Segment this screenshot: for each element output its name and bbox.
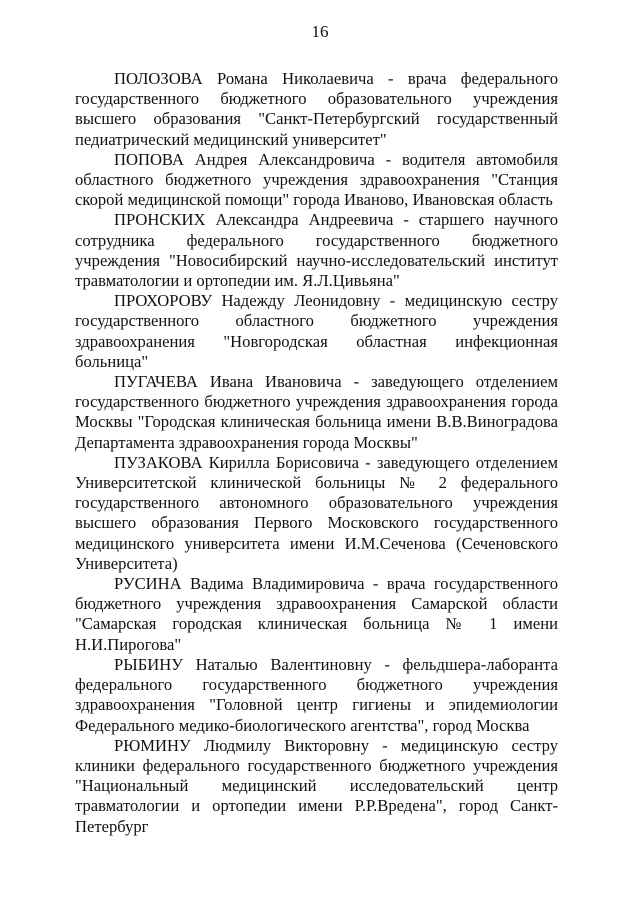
list-item: ПРОХОРОВУ Надежду Леонидовну - медицинскую сестру государственного областного бюджетного учреждения здравоохранения "Новгородская областная инфекционная больница" (75, 291, 558, 371)
list-item: ПОПОВА Андрея Александровича - водителя автомобиля областного бюджетного учреждения здравоохранения "Станция скорой медицинской помощи" города Иваново, Ивановская область (75, 149, 558, 210)
list-item: РЫБИНУ Наталью Валентиновну - фельдшера-лаборанта федерального государственного бюджетного учреждения здравоохранения "Головной центр гигиены и эпидемиологии Федерального медико-биологического агентства", город Москва (75, 654, 558, 735)
award-list (75, 69, 558, 837)
list-item: ПУГАЧЕВА Ивана Ивановича - заведующего отделением государственного бюджетного учреждения здравоохранения города Москвы "Городская клиническая больница имени В.В.Виноградова Департамента здравоохранения города Москвы" (75, 372, 558, 452)
page-number: 16 (311, 22, 329, 41)
list-item: ПУЗАКОВА Кирилла Борисовича - заведующего отделением Университетской клинической больницы № 2 федерального государственного автономного образовательного учреждения высшего образования Первого Московского государственного медицинского университета имени И.М.Сеченова (Сеченовского Университета) (75, 452, 558, 573)
list-item: ПРОНСКИХ Александра Андреевича - старшего научного сотрудника федерального государственного бюджетного учреждения "Новосибирский научно-исследовательский институт травматологии и ортопедии им. Я.Л.Цивьяна" (75, 210, 558, 291)
list-item: ПОЛОЗОВА Романа Николаевича - врача федерального государственного бюджетного образовательного учреждения высшего образования "Санкт-Петербургский государственный педиатрический медицинский университет" (75, 69, 558, 149)
list-item: РУСИНА Вадима Владимировича - врача государственного бюджетного учреждения здравоохранения Самарской области "Самарская городская клиническая больница № 1 имени Н.И.Пирогова" (75, 574, 558, 654)
list-item: РЮМИНУ Людмилу Викторовну - медицинскую сестру клиники федерального государственного бюджетного учреждения "Национальный медицинский исследовательский центр травматологии и ортопедии имени Р.Р.Вредена", город Санкт-Петербург (75, 735, 558, 836)
